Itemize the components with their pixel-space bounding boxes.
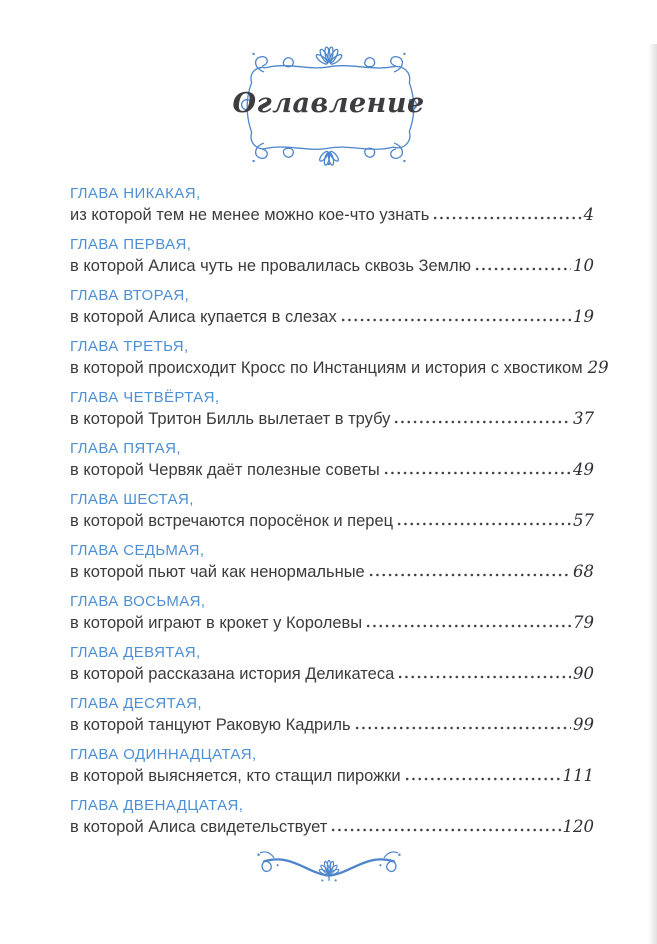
toc-entry: [70, 286, 594, 329]
chapter-description: в которой танцуют Раковую Кадриль: [70, 716, 351, 734]
chapter-title: ГЛАВА ДЕСЯТАЯ,: [70, 695, 202, 712]
toc-entry: [70, 490, 594, 533]
dot-leader: [404, 777, 561, 781]
page-number: 99: [573, 715, 594, 734]
chapter-title: ГЛАВА ДВЕНАДЦАТАЯ,: [70, 797, 244, 814]
chapter-description: из которой тем не менее можно кое-что узнать: [70, 206, 430, 224]
chapter-title: ГЛАВА ЧЕТВЁРТАЯ,: [70, 389, 220, 406]
page-edge-shadow: [648, 44, 657, 944]
toc-entry: [70, 592, 594, 635]
dot-leader: [330, 828, 560, 832]
chapter-description: в которой рассказана история Деликатеса: [70, 665, 395, 683]
page-number: 90: [573, 664, 594, 683]
dot-leader: [383, 471, 571, 475]
chapter-description: в которой пьют чай как ненормальные: [70, 563, 365, 581]
page-number: 120: [562, 817, 594, 836]
page-number: 57: [573, 511, 594, 530]
bottom-flourish-icon: [249, 849, 409, 889]
page-number: 37: [573, 409, 594, 428]
toc-entry: [70, 643, 594, 686]
chapter-title: ГЛАВА ПЕРВАЯ,: [70, 236, 192, 253]
chapter-description: в которой встречаются поросёнок и перец: [70, 512, 394, 530]
page-number: 49: [573, 460, 594, 479]
toc-page: [0, 44, 657, 944]
chapter-description: в которой играют в крокет у Королевы: [70, 614, 363, 632]
page-title: Оглавление: [232, 88, 425, 119]
page-number: 79: [573, 613, 594, 632]
chapter-title: ГЛАВА ТРЕТЬЯ,: [70, 338, 189, 355]
toc-entry: [70, 541, 594, 584]
toc-entry: [70, 337, 609, 380]
dot-leader: [396, 522, 571, 526]
chapter-title: ГЛАВА ОДИННАДЦАТАЯ,: [70, 746, 257, 763]
toc-entry: [70, 694, 594, 737]
toc-entry: [70, 796, 594, 839]
dot-leader: [365, 624, 571, 628]
chapter-title: ГЛАВА ВТОРАЯ,: [70, 287, 190, 304]
toc-entry: [70, 745, 594, 788]
dot-leader: [340, 318, 571, 322]
dot-leader: [393, 420, 571, 424]
dot-leader: [474, 267, 571, 271]
toc-entry: [70, 235, 594, 278]
dot-leader: [432, 216, 581, 220]
toc-entry: [70, 388, 594, 431]
title-ornament-frame: [233, 44, 425, 168]
chapter-description: в которой Алиса чуть не провалилась сквозь Землю: [70, 257, 471, 275]
chapter-description: в которой Тритон Билль вылетает в трубу: [70, 410, 391, 428]
page-number: 68: [573, 562, 594, 581]
page-number: 111: [562, 766, 594, 785]
page-number: 4: [583, 205, 594, 224]
dot-leader: [397, 675, 571, 679]
toc-list: [70, 184, 609, 839]
toc-entry: [70, 184, 594, 227]
page-number: 29: [587, 358, 609, 377]
chapter-description: в которой выясняется, кто стащил пирожки: [70, 767, 401, 785]
chapter-title: ГЛАВА ШЕСТАЯ,: [70, 491, 194, 508]
chapter-description: в которой Алиса свидетельствует: [70, 818, 328, 836]
chapter-title: ГЛАВА НИКАКАЯ,: [70, 185, 201, 202]
chapter-description: в которой происходит Кросс по Инстанциям и история с хвостиком: [70, 359, 583, 377]
chapter-description: в которой Алиса купается в слезах: [70, 308, 337, 326]
chapter-title: ГЛАВА ВОСЬМАЯ,: [70, 593, 206, 610]
dot-leader: [354, 726, 571, 730]
toc-entry: [70, 439, 594, 482]
chapter-title: ГЛАВА ПЯТАЯ,: [70, 440, 181, 457]
dot-leader: [368, 573, 571, 577]
chapter-title: ГЛАВА СЕДЬМАЯ,: [70, 542, 205, 559]
chapter-title: ГЛАВА ДЕВЯТАЯ,: [70, 644, 201, 661]
chapter-description: в которой Червяк даёт полезные советы: [70, 461, 380, 479]
page-number: 19: [573, 307, 594, 326]
page-number: 10: [573, 256, 594, 275]
